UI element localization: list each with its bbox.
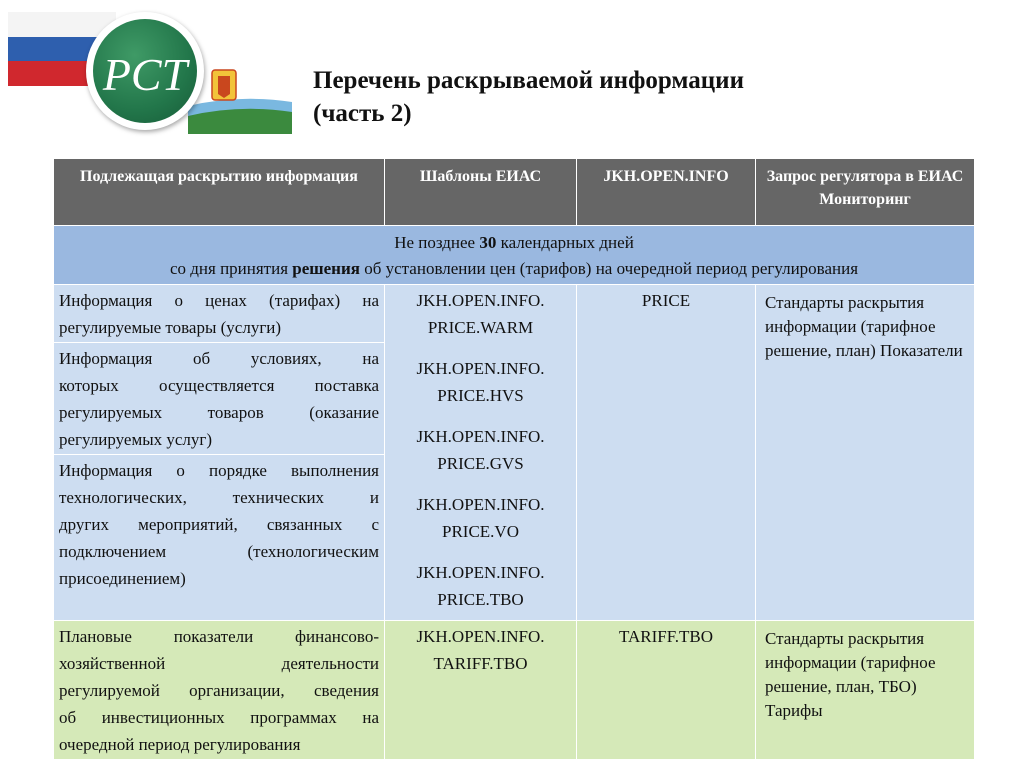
logo-area: [0, 0, 300, 145]
template-price-tbo: JKH.OPEN.INFO. PRICE.TBO: [416, 563, 545, 609]
price-code-cell: PRICE: [577, 285, 756, 621]
template-tariff-tbo: JKH.OPEN.INFO. TARIFF.TBO: [385, 621, 577, 760]
deadline-days: 30: [479, 233, 497, 252]
title-line-1: Перечень раскрываемой информации: [313, 67, 744, 94]
header-regulator-request: Запрос регулятора в ЕИАС Мониторинг: [756, 159, 975, 226]
template-price-warm: JKH.OPEN.INFO. PRICE.WARM: [416, 291, 545, 337]
emblem-text: РСТ: [102, 49, 188, 100]
info-conditions-cell: Информация об условиях, на которых осуществляется поставка регулируемых товаров (оказание регулируемых услуг): [54, 343, 385, 455]
deadline-row: [54, 226, 975, 285]
info-connection-cell: Информация о порядке выполнения технологических, технических и других мероприятий, связанных с подключением (технологическим присоединением): [54, 455, 385, 621]
price-request-cell: Стандарты раскрытия информации (тарифное решение, план) Показатели: [756, 285, 975, 621]
planned-indicators-cell: Плановые показатели финансово- хозяйственной деятельности регулируемой организации, сведения об инвестиционных программах на очередной период регулирования: [54, 621, 385, 760]
info-prices-cell: Информация о ценах (тарифах) на регулируемые товары (услуги): [54, 285, 385, 343]
disclosure-table: [53, 158, 975, 760]
header-jkh-open-info: JKH.OPEN.INFO: [577, 159, 756, 226]
template-price-gvs: JKH.OPEN.INFO. PRICE.GVS: [416, 427, 545, 473]
page-title: [313, 64, 933, 130]
deadline-cell: Не позднее 30 календарных дней со дня принятия решения об установлении цен (тарифов) на очередной период регулирования: [54, 226, 975, 285]
template-price-hvs: JKH.OPEN.INFO. PRICE.HVS: [416, 359, 545, 405]
title-line-2: (часть 2): [313, 100, 412, 127]
table-row: [54, 621, 975, 760]
deadline-decision: решения: [292, 259, 360, 278]
table-row: [54, 285, 975, 343]
header-eias-templates: Шаблоны ЕИАС: [385, 159, 577, 226]
templates-cell: [385, 285, 577, 621]
rst-emblem-logo: [86, 12, 204, 130]
template-price-vo: JKH.OPEN.INFO. PRICE.VO: [416, 495, 545, 541]
table-header-row: [54, 159, 975, 226]
header-disclosed-info: Подлежащая раскрытию информация: [54, 159, 385, 226]
tariff-code-cell: TARIFF.TBO: [577, 621, 756, 760]
tariff-request-cell: Стандарты раскрытия информации (тарифное решение, план, ТБО) Тарифы: [756, 621, 975, 760]
